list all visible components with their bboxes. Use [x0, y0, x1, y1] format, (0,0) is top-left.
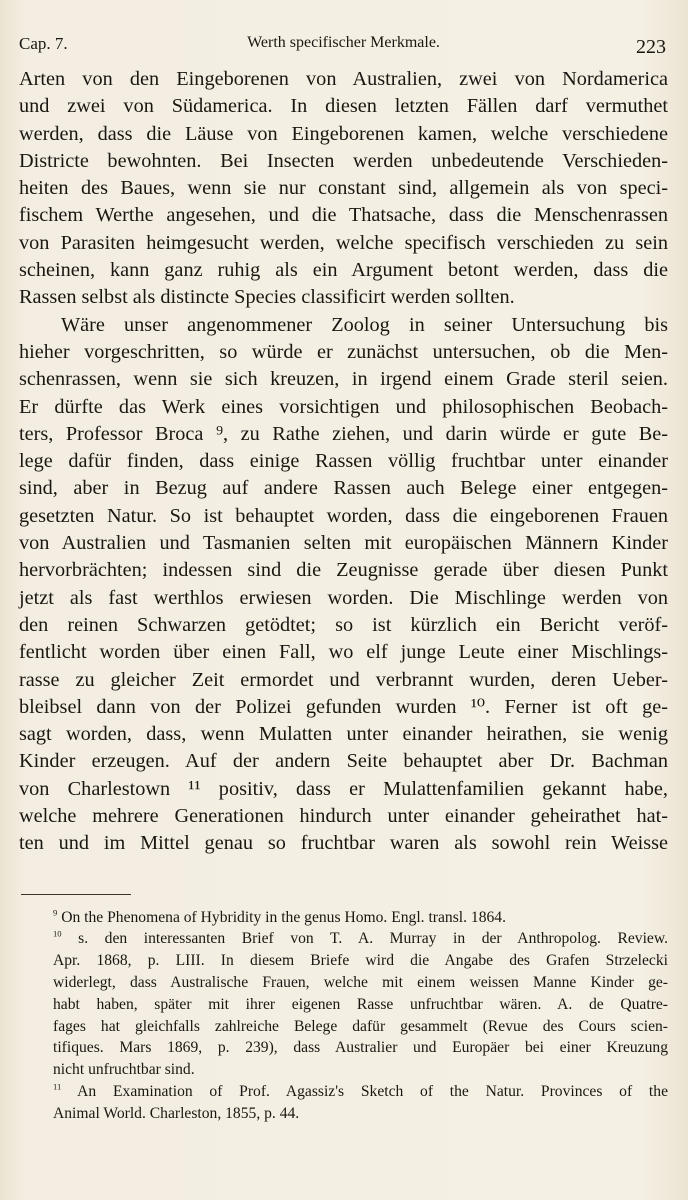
page-number: 223 [636, 36, 666, 58]
body-line: lege dafür finden, dass einige Rassen völlig fruchtbar unter einander [19, 450, 668, 473]
body-line: heiten des Baues, wenn sie nur constant sind, allgemein als von speci- [19, 177, 668, 200]
body-line: fentlicht worden über einen Fall, wo elf junge Leute einer Mischlings- [19, 641, 668, 664]
body-line: sagt worden, dass, wenn Mulatten unter einander heirathen, sie wenig [19, 723, 668, 746]
body-line: ten und im Mittel genau so fruchtbar waren als sowohl rein Weisse [19, 832, 668, 855]
body-line: Wäre unser angenommener Zoolog in seiner Untersuchung bis [61, 313, 668, 336]
body-line: von Parasiten heimgesucht werden, welche specifisch verschieden zu sein [19, 231, 668, 254]
footnote-marker: 11 [53, 1081, 62, 1092]
footnote-text: nicht unfruchtbar sind. [53, 1061, 195, 1079]
footnote-line [19, 1037, 668, 1059]
footnote-line [19, 928, 668, 950]
body-line: Er dürfte das Werk eines vorsichtigen und philosophischen Beobach- [19, 395, 668, 418]
footnote-line [19, 1081, 668, 1103]
footnote-text: An Examination of Prof. Agassiz's Sketch of the Natur. Provinces of the [77, 1082, 668, 1100]
body-line: Rassen selbst als distincte Species classificirt werden sollten. [19, 286, 515, 309]
footnote-text: s. den interessanten Brief von T. A. Murray in der Anthropolog. Review. [78, 930, 668, 948]
footnote-text: tifiques. Mars 1869, p. 239), dass Australier und Europäer bei einer Kreuzung [53, 1039, 668, 1057]
footnote-line [19, 1103, 668, 1125]
footnote-text: fages hat gleichfalls zahlreiche Belege dafür gesammelt (Revue des Cours scien- [53, 1017, 668, 1035]
body-line: von Charlestown ¹¹ positiv, dass er Mulattenfamilien gekannt habe, [19, 777, 668, 800]
body-line: werden, dass die Läuse von Eingeborenen kamen, welche verschiedene [19, 122, 668, 145]
body-line: hieher vorgeschritten, so würde er zunächst untersuchen, ob die Men- [19, 340, 668, 363]
footnote [19, 1081, 668, 1125]
footnote-line [19, 994, 668, 1016]
footnote-line [19, 1059, 668, 1081]
footnote-text: Animal World. Charleston, 1855, p. 44. [53, 1104, 300, 1122]
body-line: Arten von den Eingeborenen von Australien, zwei von Nordamerica [19, 68, 668, 90]
body-line: bleibsel dann von der Polizei gefunden wurden ¹⁰. Ferner ist oft ge- [19, 695, 668, 718]
footnote-line [19, 907, 668, 929]
footnote-line [19, 1016, 668, 1038]
body-line: und zwei von Südamerica. In diesen letzten Fällen darf vermuthet [19, 95, 668, 118]
footnote-rule [21, 894, 131, 895]
body-line: sind, aber in Bezug auf andere Rassen auch Belege einer entgegen- [19, 477, 668, 500]
body-line: gesetzten Natur. So ist behauptet worden, dass die eingeborenen Frauen [19, 504, 668, 527]
footnote-text: Apr. 1868, p. LIII. In diesem Briefe wird die Angabe des Grafen Strzelecki [53, 952, 668, 970]
footnote-marker: 9 [53, 907, 58, 918]
running-title: Werth specifischer Merkmale. [247, 34, 440, 51]
body-text [19, 66, 668, 858]
body-line: rasse zu gleicher Zeit ermordet und verbrannt wurden, deren Ueber- [19, 668, 668, 691]
footnotes [19, 907, 668, 1125]
body-line: den reinen Schwarzen getödtet; so ist kürzlich ein Bericht veröf- [19, 613, 668, 636]
body-line: hervorbrächten; indessen sind die Zeugnisse gerade über diesen Punkt [19, 559, 668, 582]
footnote [19, 907, 668, 929]
body-line: scheinen, kann ganz ruhig als ein Argument betont werden, dass die [19, 259, 668, 282]
footnote-text: habt haben, später mit ihrer eigenen Rasse unfruchtbar wären. A. de Quatre- [53, 995, 668, 1013]
running-head [19, 22, 668, 66]
footnote-line [19, 972, 668, 994]
body-line: welche mehrere Generationen hindurch unter einander geheirathet hat- [19, 805, 668, 828]
body-line: jetzt als fast werthlos erwiesen worden. Die Mischlinge werden von [19, 586, 668, 609]
footnote-line [19, 950, 668, 972]
body-line: Districte bewohnten. Bei Insecten werden unbedeutende Verschieden- [19, 149, 668, 172]
body-line: ters, Professor Broca ⁹, zu Rathe ziehen, und darin würde er gute Be- [19, 422, 668, 445]
footnote-text: On the Phenomena of Hybridity in the genus Homo. Engl. transl. 1864. [61, 908, 506, 926]
body-line: von Australien und Tasmanien selten mit europäischen Männern Kinder [19, 532, 668, 555]
body-line: Kinder erzeugen. Auf der andern Seite behauptet aber Dr. Bachman [19, 750, 668, 773]
footnote [19, 928, 668, 1081]
footnote-marker: 10 [53, 928, 62, 939]
body-line: schenrassen, wenn sie sich kreuzen, in irgend einem Grade steril seien. [19, 368, 668, 391]
body-line: fischem Werthe angesehen, und die Thatsache, dass die Menschenrassen [19, 204, 668, 227]
chapter-label: Cap. 7. [19, 34, 68, 53]
footnote-text: widerlegt, dass Australische Frauen, welche mit einem weissen Manne Kinder ge- [53, 974, 668, 991]
